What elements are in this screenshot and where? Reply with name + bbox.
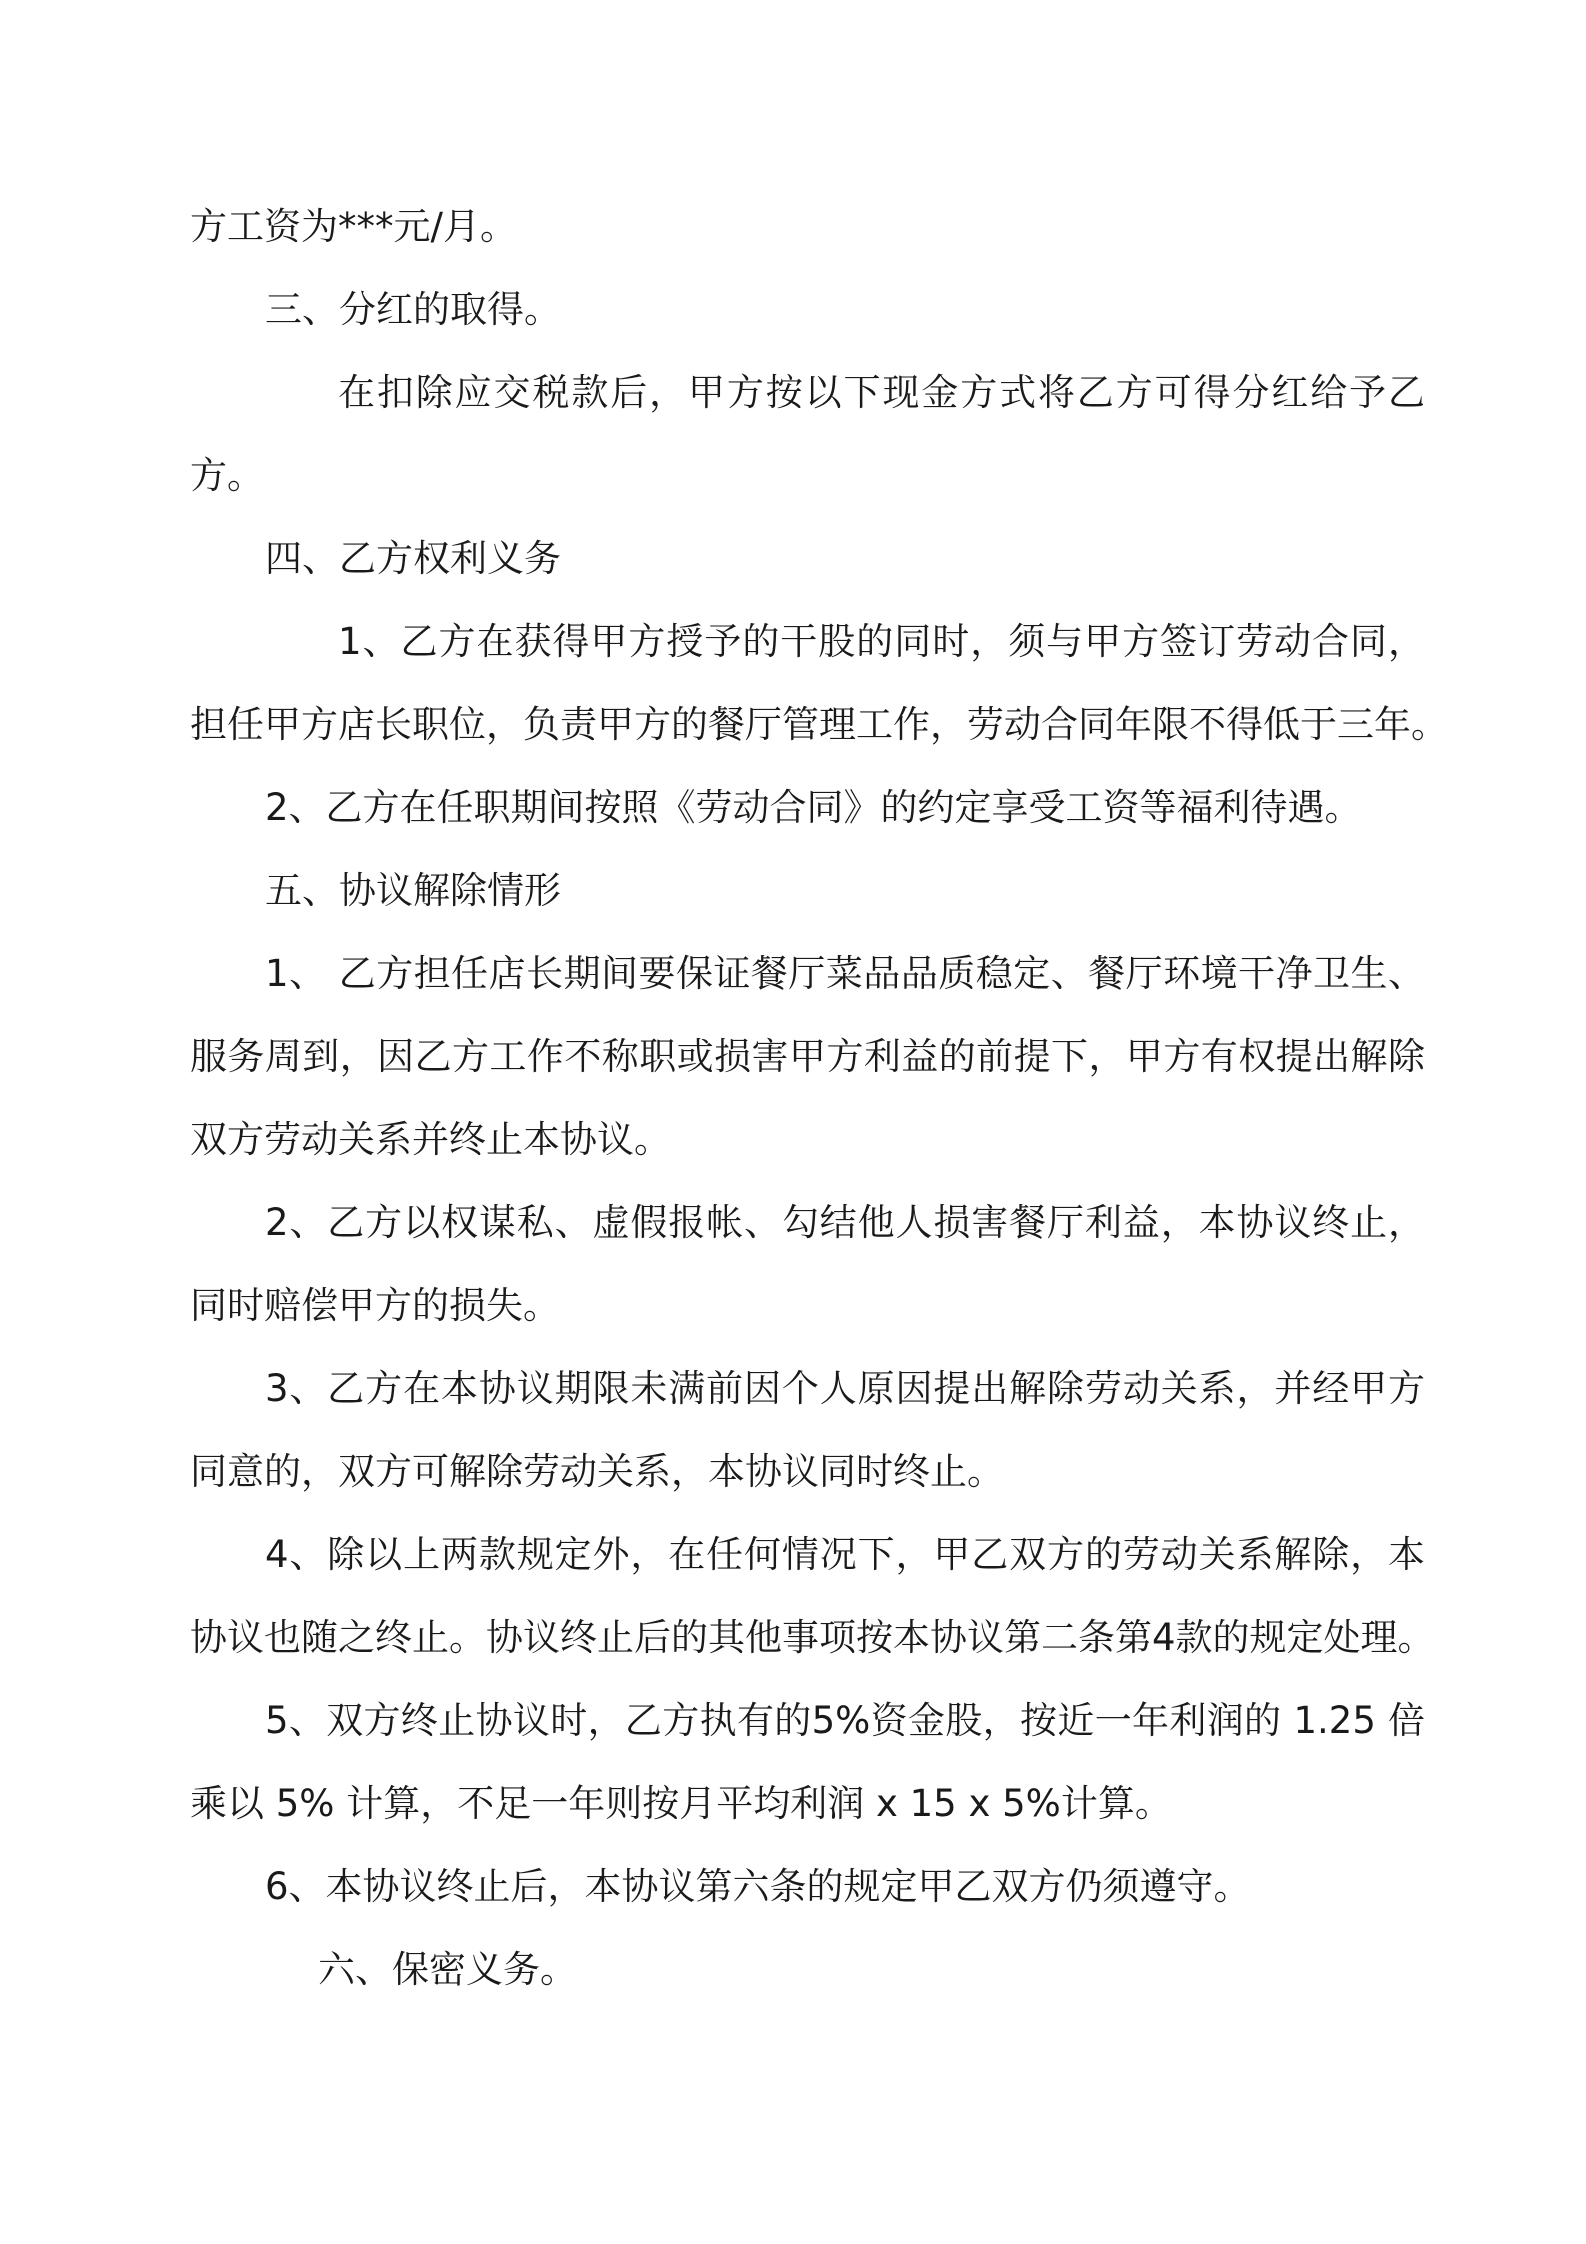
text-line-13: 2、乙方以权谋私、虚假报帐、勾结他人损害餐厅利益，本协议终止，: [265, 1201, 1425, 1244]
text-line-16: 同意的，双方可解除劳动关系，本协议同时终止。: [190, 1450, 1004, 1493]
text-line-15: 3、乙方在本协议期限未满前因个人原因提出解除劳动关系，并经甲方: [265, 1367, 1425, 1410]
text-line-17: 4、除以上两款规定外，在任何情况下，甲乙双方的劳动关系解除，本: [265, 1533, 1425, 1576]
text-line-18: 协议也随之终止。协议终止后的其他事项按本协议第二条第4款的规定处理。: [190, 1616, 1435, 1659]
text-line-21: 6、本协议终止后，本协议第六条的规定甲乙双方仍须遵守。: [265, 1865, 1251, 1908]
text-line-11: 服务周到，因乙方工作不称职或损害甲方利益的前提下，甲方有权提出解除: [190, 1035, 1425, 1078]
text-line-10: 1、 乙方担任店长期间要保证餐厅菜品品质稳定、餐厅环境干净卫生、: [265, 952, 1425, 995]
section-heading-3: 三、分红的取得。: [265, 288, 561, 331]
section-heading-5: 五、协议解除情形: [265, 869, 561, 912]
text-line-8: 2、乙方在任职期间按照《劳动合同》的约定享受工资等福利待遇。: [265, 786, 1362, 829]
text-line-7: 担任甲方店长职位，负责甲方的餐厅管理工作，劳动合同年限不得低于三年。: [190, 703, 1448, 746]
text-line-14: 同时赔偿甲方的损失。: [190, 1284, 560, 1327]
text-line-1: 方工资为***元/月。: [190, 205, 517, 248]
section-heading-6: 六、保密义务。: [318, 1948, 577, 1991]
text-line-19: 5、双方终止协议时，乙方执有的5%资金股，按近一年利润的 1.25 倍: [265, 1699, 1425, 1742]
text-line-4: 方。: [190, 454, 264, 497]
text-line-6: 1、乙方在获得甲方授予的干股的同时，须与甲方签订劳动合同，: [338, 620, 1425, 663]
text-line-12: 双方劳动关系并终止本协议。: [190, 1118, 671, 1161]
text-line-20: 乘以 5% 计算，不足一年则按月平均利润 x 15 x 5%计算。: [190, 1782, 1172, 1825]
text-line-3: 在扣除应交税款后，甲方按以下现金方式将乙方可得分红给予乙: [338, 371, 1425, 414]
section-heading-4: 四、乙方权利义务: [265, 537, 561, 580]
